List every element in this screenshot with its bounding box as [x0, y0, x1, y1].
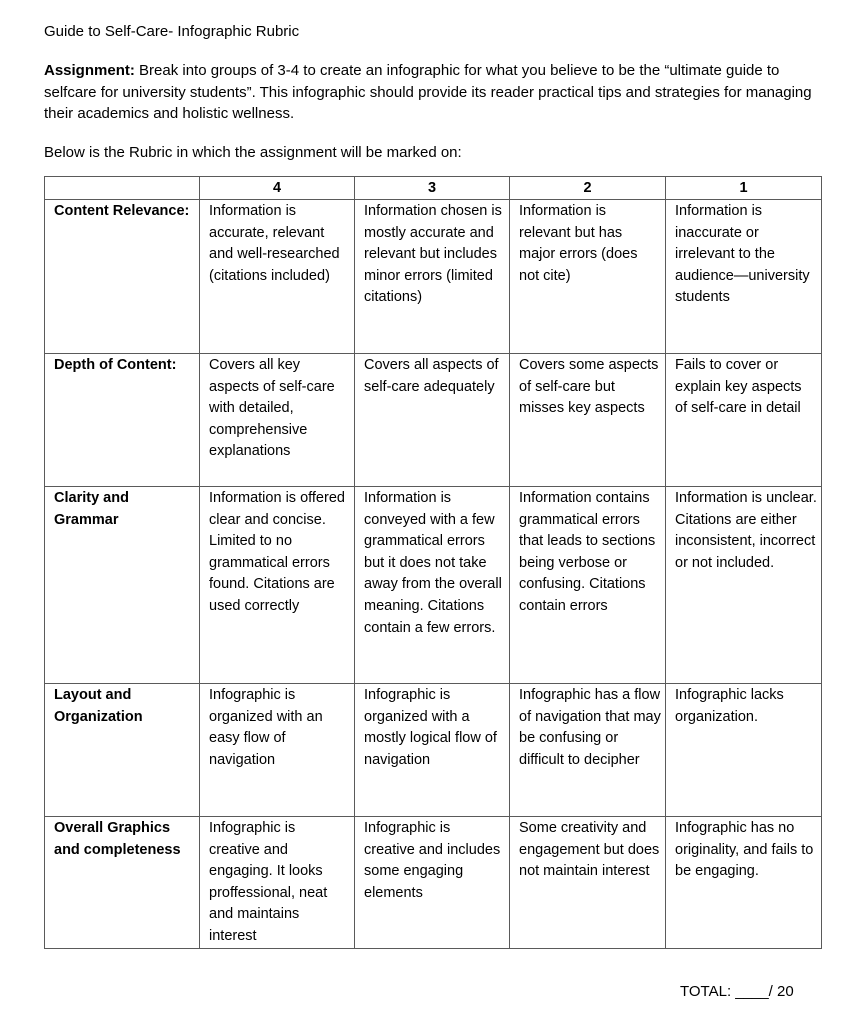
rubric-cell-4: Information is accurate, relevant and well-researched (citations included) — [200, 200, 355, 354]
rubric-cell-4: Infographic is organized with an easy flow of navigation — [200, 684, 355, 817]
rubric-cell-1: Infographic lacks organization. — [666, 684, 822, 817]
header-score-4: 4 — [200, 177, 355, 200]
rubric-row-layout-organization — [45, 684, 822, 817]
rubric-cell-1: Information is inaccurate or irrelevant to the audience—university students — [666, 200, 822, 354]
rubric-cell-3: Infographic is creative and includes some engaging elements — [355, 817, 510, 949]
rubric-cell-3: Infographic is organized with a mostly logical flow of navigation — [355, 684, 510, 817]
criterion-cell: Depth of Content: — [45, 354, 200, 487]
criterion-cell: Overall Graphics and completeness — [45, 817, 200, 949]
header-score-2: 2 — [510, 177, 666, 200]
page-title: Guide to Self-Care- Infographic Rubric — [44, 23, 300, 40]
rubric-cell-2: Information is relevant but has major errors (does not cite) — [510, 200, 666, 354]
rubric-cell-4: Covers all key aspects of self-care with detailed, comprehensive explanations — [200, 354, 355, 487]
assignment-paragraph — [44, 60, 814, 125]
rubric-cell-3: Covers all aspects of self-care adequately — [355, 354, 510, 487]
criterion-cell: Clarity and Grammar — [45, 487, 200, 684]
rubric-intro: Below is the Rubric in which the assignment will be marked on: — [44, 144, 462, 161]
rubric-cell-4: Infographic is creative and engaging. It looks proffessional, neat and maintains interest — [200, 817, 355, 949]
rubric-cell-2: Infographic has a flow of navigation that may be confusing or difficult to decipher — [510, 684, 666, 817]
total-score-line: TOTAL: ____/ 20 — [680, 983, 794, 1000]
rubric-row-clarity-grammar — [45, 487, 822, 684]
rubric-cell-3: Information is conveyed with a few grammatical errors but it does not take away from the overall meaning. Citations contain a few errors. — [355, 487, 510, 684]
rubric-header-row — [45, 177, 822, 200]
rubric-cell-1: Fails to cover or explain key aspects of self-care in detail — [666, 354, 822, 487]
rubric-row-graphics-completeness — [45, 817, 822, 949]
rubric-row-content-relevance — [45, 200, 822, 354]
rubric-cell-3: Information chosen is mostly accurate and relevant but includes minor errors (limited citations) — [355, 200, 510, 354]
criterion-cell: Layout and Organization — [45, 684, 200, 817]
criterion-cell: Content Relevance: — [45, 200, 200, 354]
header-criterion — [45, 177, 200, 200]
rubric-cell-1: Information is unclear. Citations are either inconsistent, incorrect or not included. — [666, 487, 822, 684]
header-score-1: 1 — [666, 177, 822, 200]
header-score-3: 3 — [355, 177, 510, 200]
rubric-row-depth-of-content — [45, 354, 822, 487]
assignment-label: Assignment: — [44, 62, 135, 79]
rubric-cell-2: Information contains grammatical errors that leads to sections being verbose or confusing. Citations contain errors — [510, 487, 666, 684]
rubric-cell-2: Some creativity and engagement but does not maintain interest — [510, 817, 666, 949]
assignment-text: Break into groups of 3-4 to create an infographic for what you believe to be the “ultimate guide to selfcare for university students”. This infographic should provide its reader practical tips and strategies for managing their academics and holistic wellness. — [44, 62, 812, 122]
rubric-cell-1: Infographic has no originality, and fails to be engaging. — [666, 817, 822, 949]
rubric-cell-2: Covers some aspects of self-care but misses key aspects — [510, 354, 666, 487]
rubric-cell-4: Information is offered clear and concise. Limited to no grammatical errors found. Citations are used correctly — [200, 487, 355, 684]
rubric-table — [44, 176, 822, 949]
